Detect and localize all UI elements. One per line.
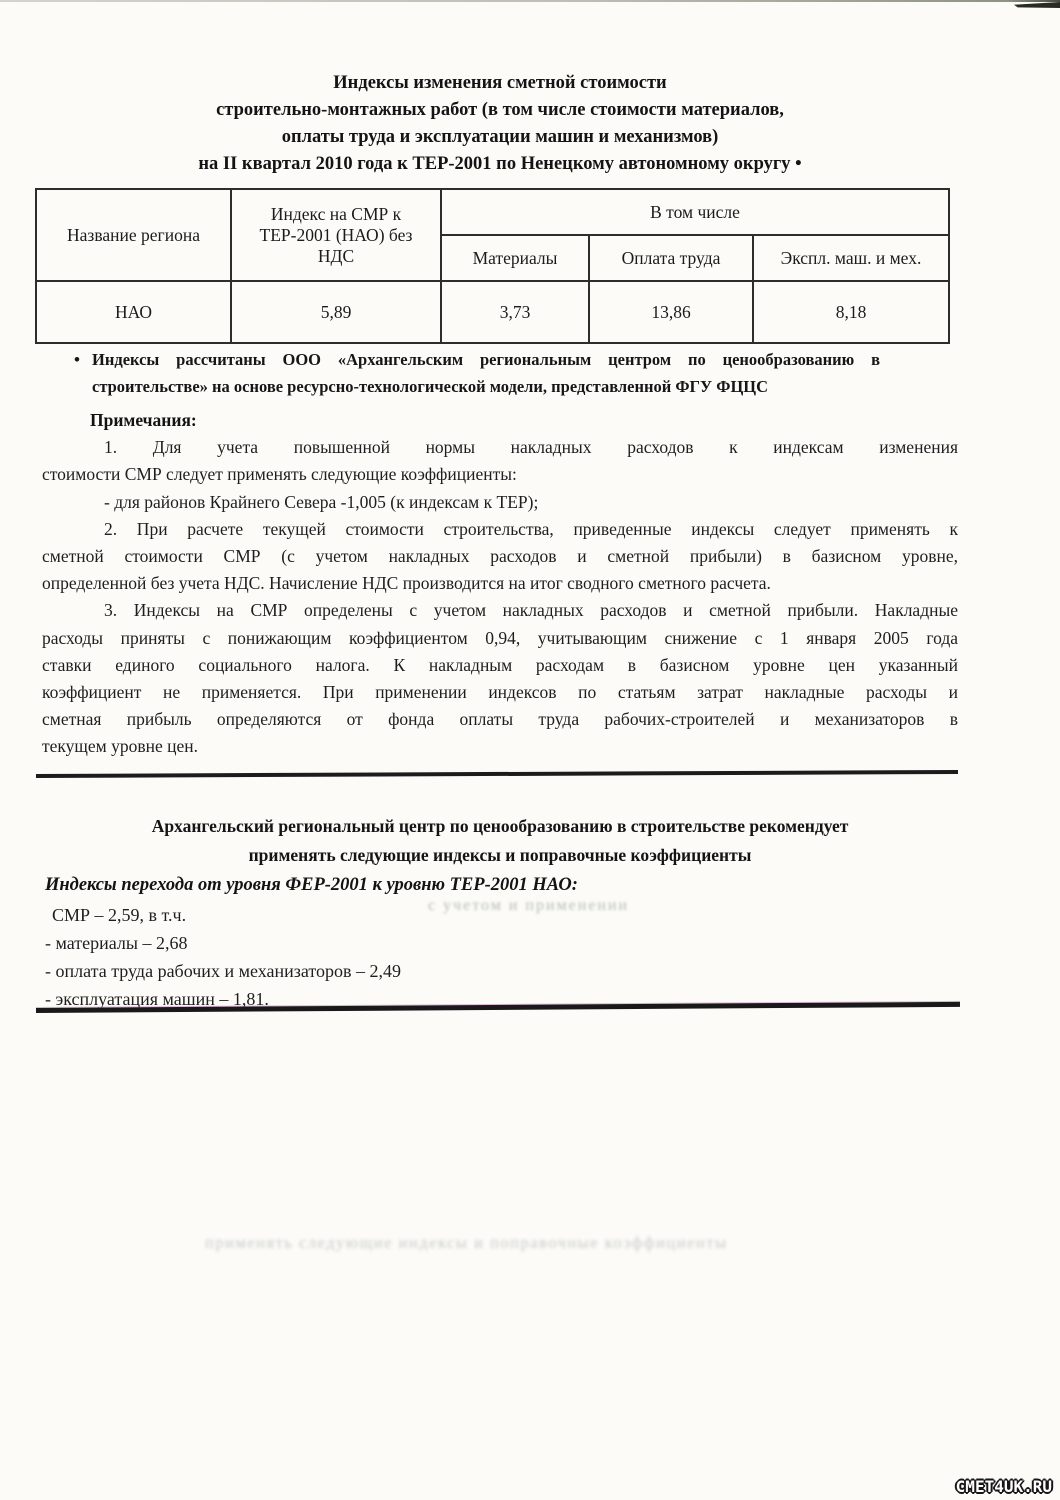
table-row <box>36 281 949 343</box>
bleed-through-text-line: применять следующие индексы и поправочные коэффициенты <box>205 1233 728 1252</box>
cell-index-smr-value: 5,89 <box>231 281 441 343</box>
transition-item-machines: - эксплуатация машин – 1,81. <box>45 989 269 1009</box>
cell-materials-value: 3,73 <box>441 281 589 343</box>
note-3-line-2: расходы приняты с понижающим коэффициентом 0,94, учитывающим снижение с 1 января 2005 года <box>42 627 958 648</box>
note-3-line-3: ставки единого социального налога. К накладным расходам в базисном уровне цен указанный <box>42 654 958 675</box>
source-note <box>74 346 880 400</box>
note-2-line-2: сметной стоимости СМР (с учетом накладных расходов и сметной прибыли) в базисном уровне, <box>42 546 958 567</box>
note-2-line-1: 2. При расчете текущей стоимости строительства, приведенные индексы следует применять к <box>104 518 958 539</box>
recommendation-heading-line-1: Архангельский региональный центр по ценообразованию в строительстве рекомендует <box>151 816 849 836</box>
table-header-materials: Материалы <box>441 235 589 281</box>
table-header-labor: Оплата труда <box>589 235 753 281</box>
table-header-machines: Экспл. маш. и мех. <box>753 235 949 281</box>
notes-heading: Примечания: <box>90 410 197 430</box>
source-note-line-2: строительстве» на основе ресурсно-технологической модели, представленной ФГУ ФЦЦС <box>92 377 769 396</box>
notes-section <box>42 407 958 761</box>
cell-machines-value: 8,18 <box>753 281 949 343</box>
title-line-2: строительно-монтажных работ (в том числе стоимости материалов, <box>216 100 784 120</box>
title-line-3: оплаты труда и эксплуатации машин и механизмов) <box>281 127 719 147</box>
scan-edge-line <box>0 0 1060 2</box>
horizontal-rule-top <box>36 770 958 778</box>
table-header-region: Название региона <box>36 189 231 281</box>
recommendation-heading <box>42 812 958 870</box>
note-3-line-4: коэффициент не применяется. При применении индексов по статьям затрат накладные расходы и <box>42 682 958 703</box>
document-title <box>42 70 958 178</box>
note-1-line-2: стоимости СМР следует применять следующие коэффициенты: <box>42 464 517 485</box>
note-3-line-1: 3. Индексы на СМР определены с учетом накладных расходов и сметной прибыли. Накладные <box>104 600 958 621</box>
indices-table <box>35 188 950 344</box>
table-header-index-smr: Индекс на СМР к ТЕР-2001 (НАО) без НДС <box>231 189 441 281</box>
bullet-icon: • <box>74 350 80 369</box>
recommendation-heading-line-2: применять следующие индексы и поправочные коэффициенты <box>248 845 752 865</box>
cell-region-value: НАО <box>36 281 231 343</box>
title-line-1: Индексы изменения сметной стоимости <box>333 73 667 93</box>
scan-edge-dash <box>1014 2 1060 8</box>
note-3-line-6: текущем уровне цен. <box>42 736 199 757</box>
transition-item-materials: - материалы – 2,68 <box>45 933 188 953</box>
note-3-line-5: сметная прибыль определяются от фонда оплаты труда рабочих-строителей и механизаторов в <box>42 709 958 730</box>
watermark-cmet4uk: CMET4UK.RU <box>955 1477 1052 1496</box>
title-line-4: на II квартал 2010 года к ТЕР-2001 по Ненецкому автономному округу • <box>198 154 802 174</box>
transition-item-labor: - оплата труда рабочих и механизаторов – 2,49 <box>45 961 401 981</box>
table-header-including: В том числе <box>441 189 949 235</box>
note-1-sub-item: - для районов Крайнего Севера -1,005 (к индексам к ТЕР); <box>104 491 539 512</box>
cell-labor-value: 13,86 <box>589 281 753 343</box>
transition-item-smr: СМР – 2,59, в т.ч. <box>52 905 187 925</box>
note-1-line-1: 1. Для учета повышенной нормы накладных расходов к индексам изменения <box>104 437 958 458</box>
transition-indices-section <box>45 871 958 1013</box>
note-2-line-3: определенной без учета НДС. Начисление НДС производится на итог сводного сметного расчета. <box>42 573 771 594</box>
source-note-line-1: Индексы рассчитаны ООО «Архангельским региональным центром по ценообразованию в <box>92 350 880 369</box>
transition-heading: Индексы перехода от уровня ФЕР-2001 к уровню ТЕР-2001 НАО: <box>45 875 578 895</box>
bleed-through-text-small: с учетом и применении <box>428 897 630 914</box>
